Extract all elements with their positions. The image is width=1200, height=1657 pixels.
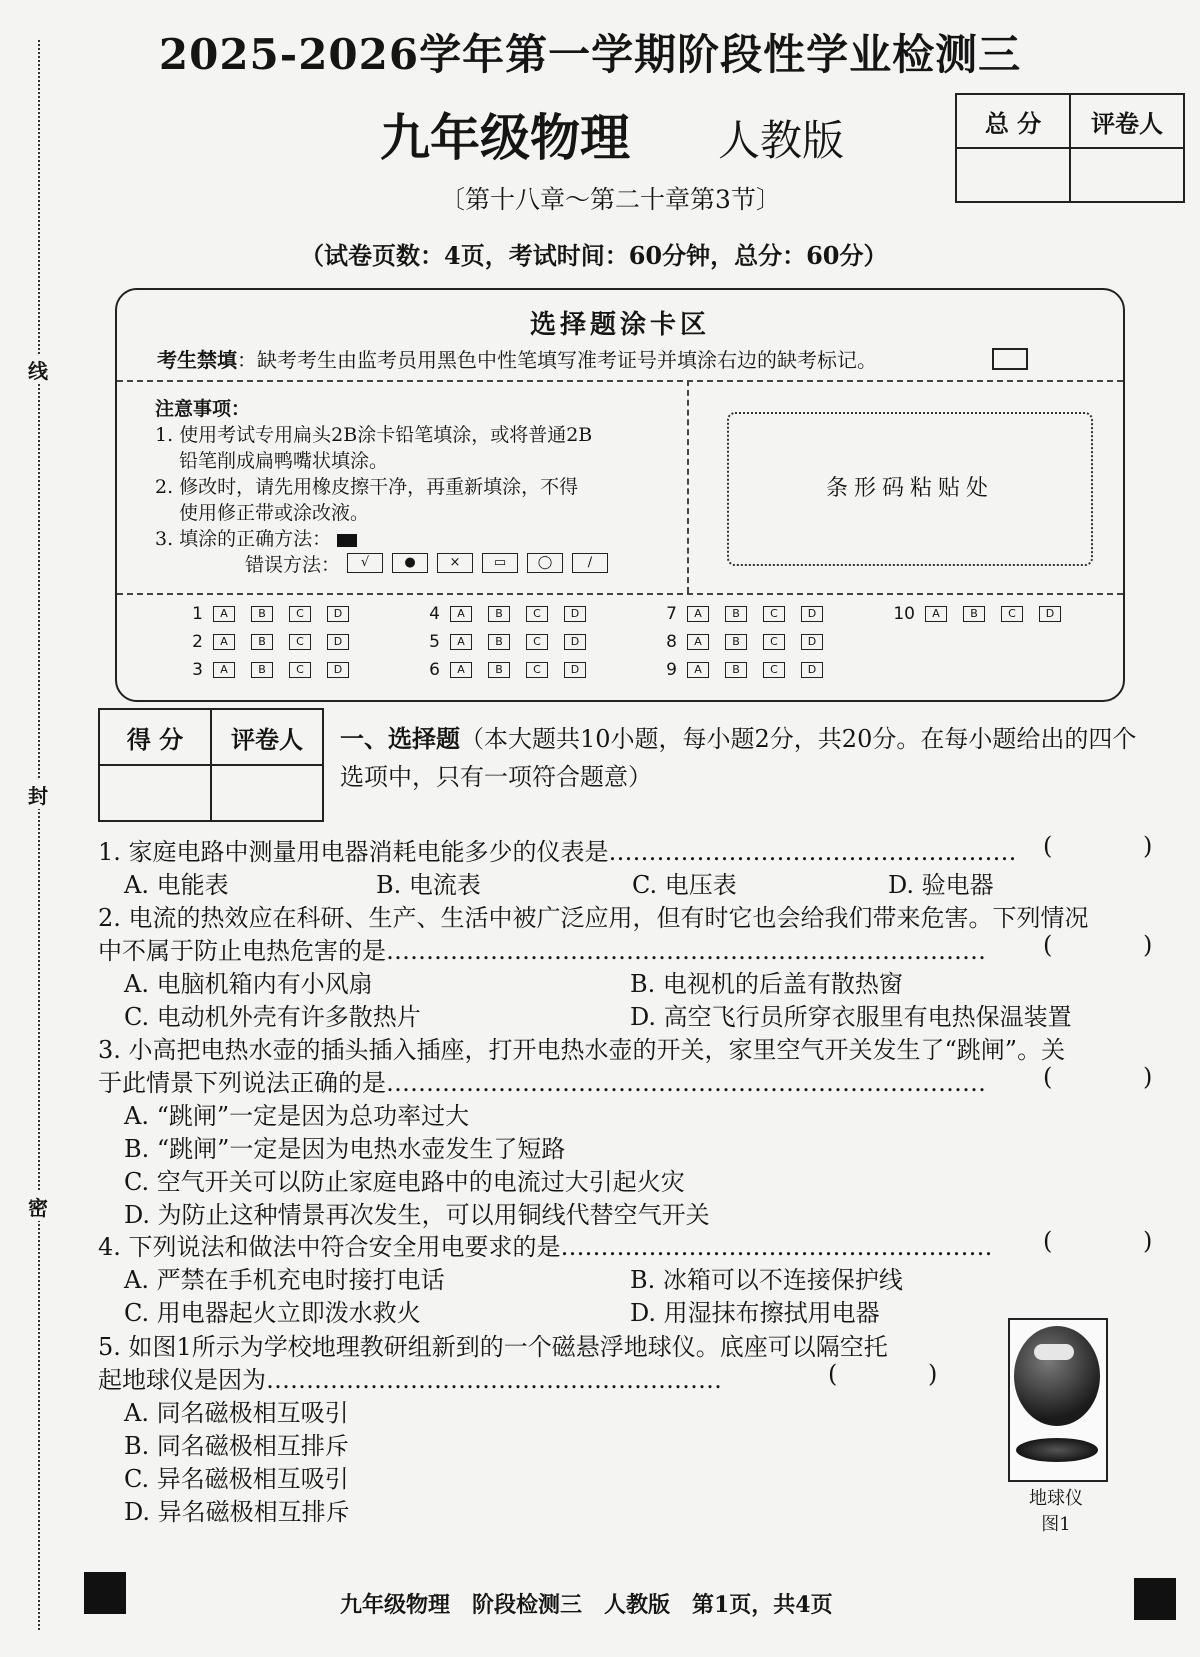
question-option: A. “跳闸”一定是因为总功率过大 [124, 1102, 470, 1130]
question-option: D. 高空飞行员所穿衣服里有电热保温装置 [630, 1003, 1072, 1031]
answer-bubble[interactable]: C [526, 606, 548, 622]
answer-bubble[interactable]: B [725, 606, 747, 622]
note-line: 1. 使用考试专用扁头2B涂卡铅笔填涂，或将普通2B [155, 424, 593, 446]
answer-question-number: 2 [192, 632, 203, 652]
divider [687, 380, 689, 593]
notes-block [155, 396, 680, 552]
answer-bubble[interactable]: A [687, 662, 709, 678]
binding-char-xian: 线 [18, 355, 58, 384]
divider [117, 593, 1123, 595]
answer-bubble[interactable]: A [687, 606, 709, 622]
answer-card [115, 288, 1125, 702]
exam-scope: 〔第十八章～第二十章第3节〕 [440, 185, 781, 214]
section-heading-bold: 一、选择题 [340, 724, 460, 753]
answer-bubble[interactable]: A [213, 662, 235, 678]
question-option: C. 异名磁极相互吸引 [124, 1465, 349, 1493]
section-heading [340, 720, 1170, 796]
total-score-table [955, 93, 1185, 203]
answer-row [175, 660, 365, 680]
answer-paren-close: ) [1143, 832, 1153, 860]
globe-cloud-icon [1034, 1344, 1074, 1360]
answer-bubble[interactable]: A [450, 634, 472, 650]
answer-row [412, 660, 602, 680]
answer-bubble[interactable]: C [289, 662, 311, 678]
grader-cell[interactable] [1070, 148, 1184, 202]
figure-label: 地球仪 [1029, 1488, 1083, 1509]
section-heading-line2: 选项中，只有一项符合题意） [340, 763, 652, 791]
answer-bubble[interactable]: B [251, 662, 273, 678]
question-option: A. 电脑机箱内有小风扇 [124, 970, 373, 998]
answer-bubble[interactable]: B [725, 634, 747, 650]
answer-bubble[interactable]: C [763, 662, 785, 678]
answer-bubble[interactable]: C [763, 634, 785, 650]
answer-bubble[interactable]: D [1039, 606, 1061, 622]
box-mark-icon: ▭ [482, 553, 518, 573]
answer-paren-open: ( [828, 1360, 838, 1388]
answer-question-number: 1 [192, 604, 203, 624]
question-stem: 3. 小高把电热水壶的插头插入插座，打开电热水壶的开关，家里空气开关发生了“跳闸”。关 [98, 1036, 1066, 1064]
note-line: 铅笔削成扁鸭嘴状填涂。 [179, 450, 389, 472]
answer-bubble[interactable]: B [251, 634, 273, 650]
section-score-table [98, 708, 324, 822]
answer-bubble[interactable]: D [564, 634, 586, 650]
answer-paren-close: ) [1143, 1063, 1153, 1091]
answer-bubble[interactable]: D [327, 606, 349, 622]
answer-question-number: 5 [429, 632, 440, 652]
answer-bubble[interactable]: A [450, 606, 472, 622]
answer-bubble[interactable]: D [327, 662, 349, 678]
magnetic-base-icon [1016, 1438, 1098, 1462]
answer-bubble[interactable]: B [488, 606, 510, 622]
note-line-correct [155, 526, 680, 552]
question-option: D. 异名磁极相互排斥 [124, 1498, 350, 1526]
answer-bubble[interactable]: A [213, 634, 235, 650]
answer-bubble[interactable]: D [564, 606, 586, 622]
answer-paren-close: ) [1143, 1227, 1153, 1255]
answer-row [887, 604, 1077, 624]
question-stem: 5. 如图1所示为学校地理教研组新到的一个磁悬浮地球仪。底座可以隔空托 [98, 1333, 888, 1361]
question-stem: 4. 下列说法和做法中符合安全用电要求的是……………………………………………… [98, 1233, 993, 1261]
question-option: D. 验电器 [888, 871, 994, 899]
exam-meta: （试卷页数：4页，考试时间：60分钟，总分：60分） [300, 241, 888, 270]
question-stem: 1. 家庭电路中测量用电器消耗电能多少的仪表是…………………………………………… [98, 838, 1017, 866]
divider [117, 380, 1123, 382]
question-option: D. 用湿抹布擦拭用电器 [630, 1299, 880, 1327]
answer-question-number: 4 [429, 604, 440, 624]
section-heading-line1: （本大题共10小题，每小题2分，共20分。在每小题给出的四个 [460, 725, 1137, 753]
globe-icon [1014, 1326, 1100, 1426]
answer-bubble[interactable]: B [725, 662, 747, 678]
absence-text: ：缺考考生由监考员用黑色中性笔填写准考证号并填涂右边的缺考标记。 [237, 348, 877, 372]
answer-bubble[interactable]: C [763, 606, 785, 622]
total-score-label: 总 分 [956, 94, 1070, 148]
page-footer: 九年级物理 阶段检测三 人教版 第1页，共4页 [340, 1592, 833, 1618]
answer-bubble[interactable]: C [526, 634, 548, 650]
section-grader-cell[interactable] [211, 765, 323, 821]
question-stem: 中不属于防止电热危害的是………………………………………………………………… [98, 937, 986, 965]
answer-paren-close: ) [1143, 931, 1153, 959]
answer-bubble[interactable]: C [526, 662, 548, 678]
question-option: B. “跳闸”一定是因为电热水壶发生了短路 [124, 1135, 566, 1163]
cross-mark-icon: × [437, 553, 473, 573]
absence-label: 考生禁填 [157, 348, 237, 372]
question-option: B. 同名磁极相互排斥 [124, 1432, 349, 1460]
absence-mark-box[interactable] [992, 348, 1028, 370]
check-mark-icon: √ [347, 553, 383, 573]
total-score-cell[interactable] [956, 148, 1070, 202]
question-option: B. 电流表 [376, 871, 481, 899]
note-line: 2. 修改时，请先用橡皮擦干净，再重新填涂，不得 [155, 476, 579, 498]
binding-dotted-line [38, 40, 40, 1630]
answer-row [175, 604, 365, 624]
answer-row [412, 632, 602, 652]
question-option: C. 电压表 [632, 871, 737, 899]
answer-row [412, 604, 602, 624]
question-option: A. 电能表 [124, 871, 229, 899]
question-option: C. 空气开关可以防止家庭电路中的电流过大引起火灾 [124, 1168, 685, 1196]
absence-instruction [157, 344, 877, 373]
answer-row [649, 660, 839, 680]
answer-question-number: 10 [893, 604, 915, 624]
wrong-method-marks [347, 552, 617, 573]
wrong-method-label: 错误方法： [245, 554, 341, 576]
grader-label: 评卷人 [1070, 94, 1184, 148]
dot-mark-icon: ● [392, 553, 428, 573]
answer-paren-open: ( [1043, 832, 1053, 860]
maglev-globe-figure [1008, 1318, 1108, 1482]
section-grader-label: 评卷人 [211, 709, 323, 765]
section-score-label: 得 分 [99, 709, 211, 765]
answer-bubble[interactable]: B [488, 662, 510, 678]
question-option: D. 为防止这种情景再次发生，可以用铜线代替空气开关 [124, 1201, 710, 1229]
question-option: A. 严禁在手机充电时接打电话 [124, 1266, 445, 1294]
question-option: C. 电动机外壳有许多散热片 [124, 1003, 421, 1031]
exam-title: 2025-2026学年第一学期阶段性学业检测三 [158, 30, 1022, 79]
answer-question-number: 6 [429, 660, 440, 680]
alignment-marker [1134, 1578, 1176, 1620]
notes-title: 注意事项： [155, 398, 251, 420]
answer-bubble[interactable]: D [801, 634, 823, 650]
answer-bubble[interactable]: B [488, 634, 510, 650]
answer-bubble[interactable]: C [289, 606, 311, 622]
exam-subject: 九年级物理 [380, 108, 630, 167]
answer-bubble[interactable]: B [251, 606, 273, 622]
answer-bubble[interactable]: C [289, 634, 311, 650]
answer-paren-close: ) [928, 1360, 938, 1388]
slash-mark-icon: ∕ [572, 553, 608, 573]
binding-char-mi: 密 [18, 1192, 58, 1221]
barcode-label: 条形码粘贴处 [825, 476, 994, 501]
answer-bubble[interactable]: A [450, 662, 472, 678]
exam-edition: 人教版 [718, 116, 845, 165]
answer-bubble[interactable]: B [963, 606, 985, 622]
note-line: 3. 填涂的正确方法： [155, 528, 332, 550]
answer-bubble[interactable]: A [213, 606, 235, 622]
answer-question-number: 3 [192, 660, 203, 680]
filled-bubble-icon [337, 534, 357, 547]
circle-mark-icon: ◯ [527, 553, 563, 573]
alignment-marker [84, 1572, 126, 1614]
note-line: 使用修正带或涂改液。 [179, 502, 370, 524]
answer-bubble[interactable]: A [925, 606, 947, 622]
question-option: B. 冰箱可以不连接保护线 [630, 1266, 903, 1294]
answer-row [649, 604, 839, 624]
answer-question-number: 9 [666, 660, 677, 680]
answer-bubble[interactable]: A [687, 634, 709, 650]
question-stem: 起地球仪是因为………………………………………………… [98, 1366, 722, 1394]
answer-bubble[interactable]: D [801, 662, 823, 678]
binding-char-feng: 封 [18, 780, 58, 809]
answer-row [649, 632, 839, 652]
answer-row [175, 632, 365, 652]
answer-paren-open: ( [1043, 931, 1053, 959]
question-stem: 2. 电流的热效应在科研、生产、生活中被广泛应用，但有时它也会给我们带来危害。下列情况 [98, 904, 1089, 932]
answer-card-title: 选择题涂卡区 [529, 310, 710, 340]
barcode-area [727, 412, 1093, 566]
figure-caption: 图1 [1041, 1514, 1071, 1535]
answer-question-number: 7 [666, 604, 677, 624]
answer-question-number: 8 [666, 632, 677, 652]
answer-bubble[interactable]: D [564, 662, 586, 678]
answer-bubble[interactable]: C [1001, 606, 1023, 622]
question-option: B. 电视机的后盖有散热窗 [630, 970, 903, 998]
question-option: A. 同名磁极相互吸引 [124, 1399, 349, 1427]
answer-paren-open: ( [1043, 1227, 1053, 1255]
question-stem: 于此情景下列说法正确的是………………………………………………………………… [98, 1069, 986, 1097]
answer-bubble[interactable]: D [327, 634, 349, 650]
answer-bubble[interactable]: D [801, 606, 823, 622]
section-score-cell[interactable] [99, 765, 211, 821]
answer-paren-open: ( [1043, 1063, 1053, 1091]
question-option: C. 用电器起火立即泼水救火 [124, 1299, 421, 1327]
